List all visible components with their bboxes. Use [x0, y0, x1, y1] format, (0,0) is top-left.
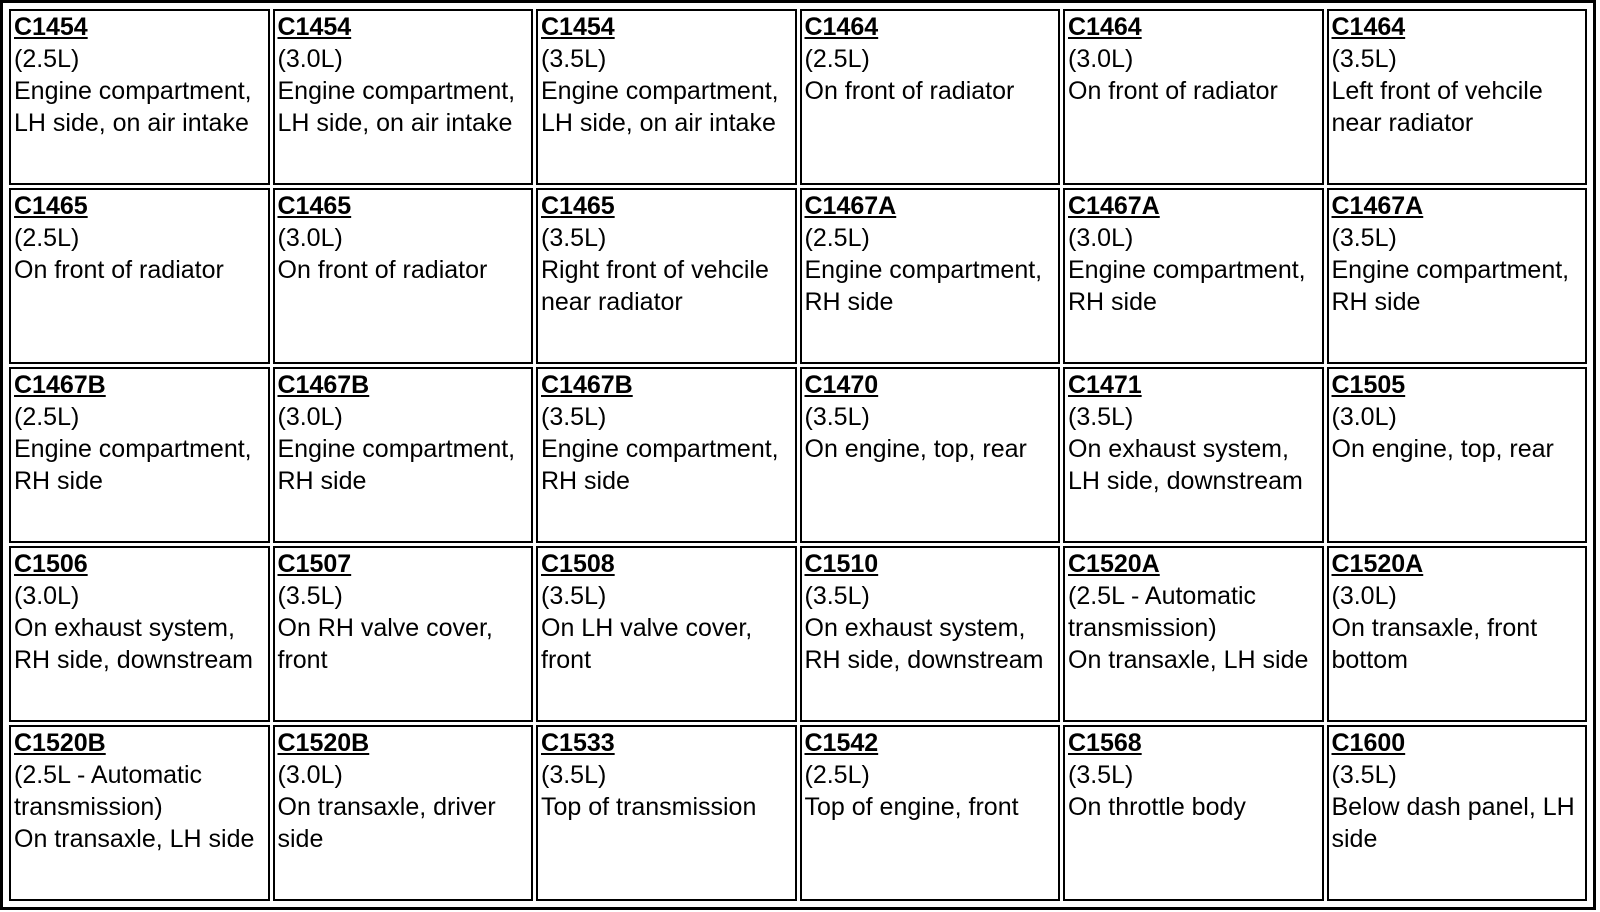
connector-id: C1600: [1331, 729, 1406, 757]
connector-id: C1568: [1068, 729, 1142, 757]
connector-location: Right front of vehcile near radiator: [541, 256, 769, 316]
connector-location: On front of radiator: [277, 256, 488, 284]
engine-variant: (3.0L): [277, 45, 343, 73]
connector-location: On LH valve cover, front: [541, 614, 753, 674]
engine-variant: (3.0L): [14, 582, 80, 610]
connector-cell: [1327, 9, 1588, 185]
engine-variant: (3.5L): [804, 582, 870, 610]
connector-id: C1520A: [1068, 550, 1160, 578]
connector-location: Engine compartment, RH side: [541, 435, 779, 495]
connector-cell: [800, 9, 1061, 185]
connector-id: C1454: [277, 13, 352, 41]
engine-variant: (3.0L): [1068, 224, 1134, 252]
connector-cell: [536, 367, 797, 543]
connector-id: C1520A: [1331, 550, 1424, 578]
engine-variant: (3.5L): [1331, 761, 1397, 789]
connector-location: Engine compartment, RH side: [1068, 256, 1306, 316]
connector-cell: [1063, 546, 1324, 722]
connector-cell: [9, 725, 270, 901]
connector-id: C1471: [1068, 371, 1142, 399]
engine-variant: (3.0L): [277, 224, 343, 252]
engine-variant: (3.5L): [541, 582, 607, 610]
connector-cell: [536, 188, 797, 364]
engine-variant: (2.5L): [804, 224, 870, 252]
engine-variant: (2.5L): [804, 761, 870, 789]
connector-id: C1465: [277, 192, 352, 220]
table-row: [9, 9, 1587, 185]
connector-cell: [800, 367, 1061, 543]
engine-variant: (2.5L): [804, 45, 870, 73]
connector-cell: [800, 546, 1061, 722]
connector-location: On exhaust system, RH side, downstream: [804, 614, 1044, 674]
connector-cell: [273, 725, 534, 901]
connector-location: On front of radiator: [804, 77, 1015, 105]
connector-id: C1467B: [277, 371, 370, 399]
connector-location: Engine compartment, LH side, on air intake: [14, 77, 252, 137]
engine-variant: (3.0L): [277, 761, 343, 789]
connector-id: C1464: [1331, 13, 1406, 41]
engine-variant: (3.0L): [1331, 582, 1397, 610]
table-row: [9, 367, 1587, 543]
connector-cell: [536, 9, 797, 185]
engine-variant: (2.5L): [14, 403, 80, 431]
connector-location: On engine, top, rear: [804, 435, 1027, 463]
connector-cell: [800, 725, 1061, 901]
engine-variant: (3.5L): [541, 403, 607, 431]
engine-variant: (3.5L): [277, 582, 343, 610]
connector-cell: [9, 9, 270, 185]
connector-location: On exhaust system, LH side, downstream: [1068, 435, 1303, 495]
engine-variant: (3.0L): [1331, 403, 1397, 431]
connector-cell: [536, 725, 797, 901]
table-row: [9, 725, 1587, 901]
engine-variant: (3.0L): [277, 403, 343, 431]
connector-cell: [1327, 367, 1588, 543]
connector-cell: [1063, 367, 1324, 543]
connector-id: C1506: [14, 550, 88, 578]
connector-location: On exhaust system, RH side, downstream: [14, 614, 253, 674]
connector-location: Engine compartment, RH side: [1331, 256, 1570, 316]
connector-location: On transaxle, LH side: [1068, 646, 1309, 674]
connector-location-table: [6, 6, 1590, 904]
connector-id: C1520B: [277, 729, 370, 757]
connector-location: Engine compartment, LH side, on air intake: [541, 77, 779, 137]
connector-location: On RH valve cover, front: [277, 614, 493, 674]
table-row: [9, 546, 1587, 722]
connector-id: C1467A: [1331, 192, 1424, 220]
connector-cell: [9, 367, 270, 543]
engine-variant: (3.5L): [804, 403, 870, 431]
connector-cell: [1327, 725, 1588, 901]
connector-cell: [1063, 188, 1324, 364]
connector-cell: [1063, 725, 1324, 901]
connector-cell: [536, 546, 797, 722]
connector-cell: [1063, 9, 1324, 185]
engine-variant: (2.5L - Automatic transmission): [14, 761, 203, 821]
connector-id: C1533: [541, 729, 615, 757]
engine-variant: (3.5L): [541, 45, 607, 73]
connector-id: C1508: [541, 550, 615, 578]
engine-variant: (3.5L): [1068, 761, 1134, 789]
connector-id: C1520B: [14, 729, 106, 757]
connector-location: Top of transmission: [541, 793, 757, 821]
connector-location: On transaxle, front bottom: [1331, 614, 1538, 674]
connector-cell: [273, 188, 534, 364]
connector-id: C1467B: [541, 371, 633, 399]
engine-variant: (3.5L): [541, 761, 607, 789]
connector-id: C1464: [804, 13, 879, 41]
connector-id: C1465: [541, 192, 615, 220]
connector-cell: [273, 367, 534, 543]
connector-id: C1454: [541, 13, 615, 41]
connector-location: On engine, top, rear: [1331, 435, 1554, 463]
connector-location: Engine compartment, LH side, on air intake: [277, 77, 516, 137]
connector-id: C1465: [14, 192, 88, 220]
connector-id: C1542: [804, 729, 879, 757]
connector-location: Left front of vehcile near radiator: [1331, 77, 1543, 137]
engine-variant: (2.5L - Automatic transmission): [1068, 582, 1257, 642]
connector-cell: [9, 188, 270, 364]
connector-id: C1505: [1331, 371, 1406, 399]
connector-location: On throttle body: [1068, 793, 1246, 821]
connector-id: C1464: [1068, 13, 1142, 41]
engine-variant: (2.5L): [14, 45, 80, 73]
connector-id: C1467B: [14, 371, 106, 399]
connector-id: C1467A: [1068, 192, 1160, 220]
connector-id: C1454: [14, 13, 88, 41]
connector-location: On front of radiator: [1068, 77, 1278, 105]
connector-id: C1510: [804, 550, 879, 578]
connector-location: On front of radiator: [14, 256, 224, 284]
connector-id: C1507: [277, 550, 352, 578]
connector-id: C1467A: [804, 192, 897, 220]
connector-cell: [1327, 188, 1588, 364]
connector-cell: [1327, 546, 1588, 722]
engine-variant: (2.5L): [14, 224, 80, 252]
connector-location: Top of engine, front: [804, 793, 1019, 821]
connector-cell: [9, 546, 270, 722]
engine-variant: (3.5L): [1331, 45, 1397, 73]
connector-location: Below dash panel, LH side: [1331, 793, 1575, 853]
engine-variant: (3.5L): [1331, 224, 1397, 252]
connector-location: Engine compartment, RH side: [14, 435, 252, 495]
connector-location: On transaxle, driver side: [277, 793, 496, 853]
engine-variant: (3.0L): [1068, 45, 1134, 73]
engine-variant: (3.5L): [541, 224, 607, 252]
connector-location: Engine compartment, RH side: [277, 435, 516, 495]
connector-id: C1470: [804, 371, 879, 399]
engine-variant: (3.5L): [1068, 403, 1134, 431]
connector-location: Engine compartment, RH side: [804, 256, 1043, 316]
connector-cell: [273, 546, 534, 722]
connector-cell: [273, 9, 534, 185]
connector-cell: [800, 188, 1061, 364]
table-row: [9, 188, 1587, 364]
connector-location: On transaxle, LH side: [14, 825, 255, 853]
